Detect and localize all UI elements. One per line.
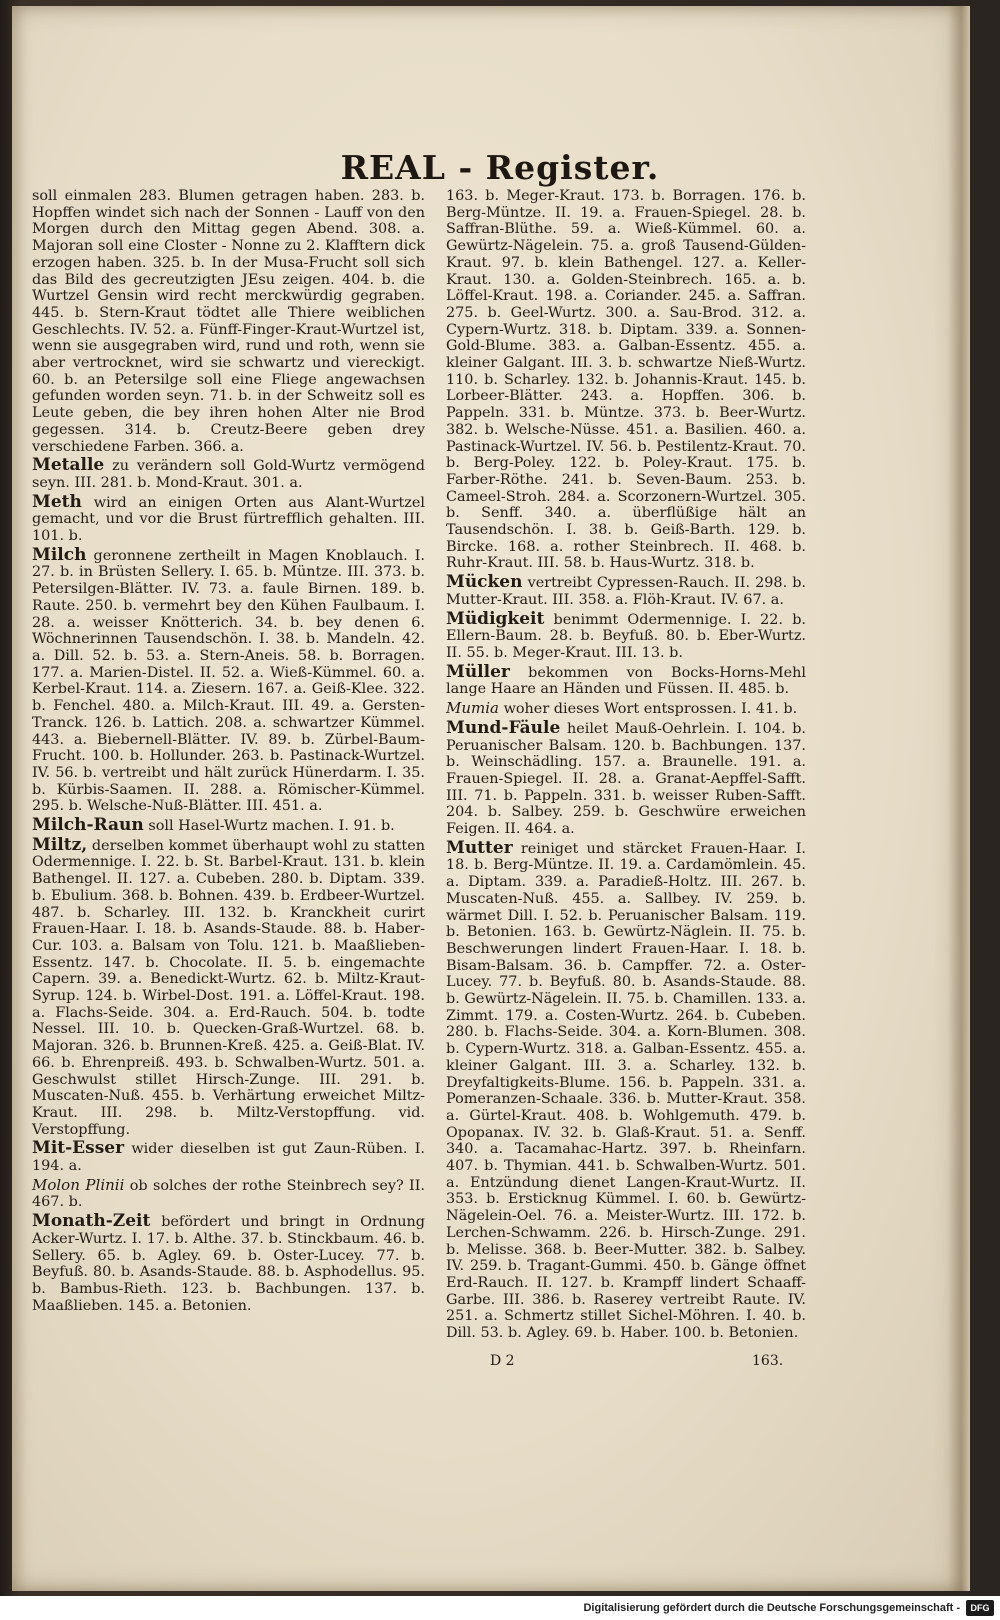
entry-keyword: Müller [446, 661, 510, 682]
index-entry [446, 837, 806, 1342]
index-entry [446, 188, 806, 572]
left-column [32, 188, 425, 1316]
entry-keyword: Monath-Zeit [32, 1211, 151, 1232]
entry-text: derselben kommet überhaupt wohl zu statten Odermennige. I. 22. b. St. Barbel-Kraut. 131. b. klein Bathengel. II. 127. a. Cubeben. 280. b. Diptam. 339. b. Ebulium. 368. b. Bohnen. 439. b. Erdbeer-Wurtzel. 487. b. Scharley. III. 132. b. Kranckheit curirt Frauen-Haar. I. 18. b. Asands-Staude. 88. b. Haber-Cur. 103. a. Balsam von Tolu. 121. b. Maaßlieben-Essentz. 147. b. Chocolate. II. 5. b. eingemachte Capern. 39. a. Benedickt-Wurtz. 62. b. Miltz-Kraut-Syrup. 124. b. Wirbel-Dost. 191. a. Löffel-Kraut. 198. a. Flachs-Seide. 304. a. Erd-Rauch. 504. b. todte Nessel. III. 10. b. Quecken-Graß-Wurtzel. 68. b. Majoran. 326. b. Brunnen-Kreß. 425. a. Geiß-Blat. IV. 66. b. Ehrenpreiß. 493. b. Schwalben-Wurtz. 501. a. Geschwulst stillet Hirsch-Zunge. III. 291. b. Muscaten-Nuß. 455. b. Verhärtung erweichet Miltz-Kraut. III. 298. b. Miltz-Verstopffung. vid. Verstopffung. [32, 837, 426, 1138]
page-number: 163. [752, 1353, 784, 1369]
dfg-logo: DFG [966, 1600, 994, 1616]
entry-keyword: Mit-Esser [32, 1138, 125, 1159]
entry-keyword: Mücken [446, 572, 523, 593]
index-entry [32, 834, 426, 1139]
entry-text: soll einmalen 283. Blumen getragen haben. 283. b. Hopffen windet sich nach der Sonnen - Lauff von den Morgen durch den Mittag gegen Abend. 308. a. Majoran soll eine Closter - Nonne zu 2. Klafftern dick erzogen haben. 325. b. In der Musa-Frucht soll sich das Bild des gecreutzigten JEsu zeigen. 404. b. die Wurtzel Gensin wird recht merckwürdig gegraben. 445. b. Stern-Kraut tödtet alle Thiere weiblichen Geschlechts. IV. 52. a. Fünff-Finger-Kraut-Wurtzel ist, wenn sie ausgegraben wird, rund und roth, wenn sie aber vertrocknet, wird sie schwartz und viereckigt. 60. b. an Petersilge soll eine Fliege angewachsen gefunden worden seyn. 71. b. in der Schweitz soll es Leute geben, die bey ihren hohen Alter nie Brod gegessen. 314. b. Creutz-Beere geben drey verschiedene Farben. 366. a. [32, 188, 425, 455]
entry-keyword: Mund-Fäule [446, 717, 561, 738]
index-entry [32, 817, 425, 835]
entry-keyword: Mumia [446, 699, 499, 718]
index-entry [446, 574, 806, 608]
entry-keyword: Molon Plinii [32, 1175, 125, 1194]
index-entry [446, 608, 806, 662]
entry-keyword: Milch [32, 544, 87, 565]
entry-keyword: Milch-Raun [32, 815, 144, 836]
entry-keyword: Müdigkeit [446, 608, 545, 629]
index-entry [32, 1140, 425, 1174]
entry-text: geronnene zertheilt in Magen Knoblauch. I. 27. b. in Brüsten Sellery. I. 65. b. Müntze. III. 373. b. Petersilgen-Blätter. IV. 73. a. faule Birnen. 189. b. Raute. 250. b. vermehrt bey den Kühen Faulbaum. I. 28. a. weisser Knötterich. 34. b. bey denen 6. Wöchnerinnen Tausendschön. I. 38. b. Mandeln. 42. a. Dill. 52. b. 53. a. Stern-Aneis. 58. b. Borragen. 177. a. Marien-Distel. II. 52. a. Wieß-Kümmel. 60. a. Kerbel-Kraut. 114. a. Ziesern. 167. a. Geiß-Klee. 322. b. Fenchel. 480. a. Milch-Kraut. III. 49. a. Gersten-Tranck. 126. b. Lattich. 208. a. schwartzer Kümmel. 443. a. Biebernell-Blätter. IV. 89. b. Zürbel-Baum-Frucht. 100. b. Hollunder. 263. b. Pastinack-Wurtzel. IV. 56. b. vertreibt und hält zurück Hünerdarm. I. 35. b. Kürbis-Saamen. II. 288. a. Römischer-Kümmel. 295. b. Welsche-Nuß-Blätter. III. 451. a. [32, 547, 426, 815]
entry-text: heilet Mauß-Oehrlein. I. 104. b. Peruanischer Balsam. 120. b. Bachbungen. 137. b. Weinschädling. 157. a. Braunelle. 191. a. Frauen-Spiegel. II. 28. a. Granat-Aepffel-Safft. III. 71. b. Pappeln. 331. b. weisser Ruben-Safft. 204. b. Salbey. 259. b. Geschwüre erweichen Feigen. II. 464. a. [446, 720, 806, 838]
entry-text: wider dieselben ist gut Zaun-Rüben. I. 194. a. [32, 1141, 425, 1175]
entry-keyword: Mutter [446, 837, 513, 858]
index-entry [32, 491, 426, 545]
index-entry [446, 717, 806, 838]
printer-signature: D 2 [490, 1353, 515, 1369]
right-column [446, 188, 806, 1344]
entry-text: reiniget und stärcket Frauen-Haar. I. 18. b. Berg-Müntze. II. 19. a. Cardamömlein. 45. a. Diptam. 339. a. Paradieß-Holtz. III. 267. b. Muscaten-Nuß. 455. a. Sallbey. IV. 259. b. wärmet Dill. I. 52. b. Peruanischer Balsam. 119. b. Betonien. 163. b. Gewürtz-Näglein. II. 75. b. Beschwerungen lindert Frauen-Haar. I. 18. b. Bisam-Balsam. 36. b. Campffer. 72. a. Oster-Lucey. 77. b. Beyfuß. 80. b. Asands-Staude. 88. b. Gewürtz-Nägelein. II. 75. b. Chamillen. 133. a. Zimmt. 179. a. Costen-Wurtz. 264. b. Cubeben. 280. b. Flachs-Seide. 304. a. Korn-Blumen. 308. b. Cypern-Wurtz. 318. a. Galban-Essentz. 455. a. kleiner Galgant. III. 3. a. Scharley. 132. b. Dreyfaltigkeits-Blume. 156. b. Pappeln. 331. a. Pomeranzen-Schaale. 336. b. Mutter-Kraut. 358. a. Gürtel-Kraut. 408. b. Wohlgemuth. 479. b. Opopanax. IV. 32. b. Glaß-Kraut. 51. a. Senff. 340. a. Tacamahac-Hartz. 397. b. Rheinfarn. 407. b. Thymian. 441. b. Schwalben-Wurtz. 501. a. Entzündung dienet Langen-Kraut-Wurtz. II. 353. b. Ersticknug Kümmel. I. 60. b. Gewürtz-Nägelein-Oel. 76. a. Meister-Wurtz. III. 172. b. Lerchen-Schwamm. 226. b. Hirsch-Zunge. 291. b. Melisse. 368. b. Beer-Mutter. 382. b. Salbey. IV. 259. b. Tragant-Gummi. 450. b. Gänge öffnet Erd-Rauch. II. 127. b. Krampff lindert Schaaff-Garbe. III. 386. b. Raserey vertreibt Raute. IV. 251. a. Schmertz stillet Sichel-Möhren. I. 40. b. Dill. 53. b. Agley. 69. b. Haber. 100. b. Betonien. [446, 840, 806, 1342]
index-entry [446, 700, 806, 718]
entry-keyword: Miltz, [32, 834, 88, 855]
entry-text: ob solches der rothe Steinbrech sey? II. 467. b. [32, 1177, 425, 1211]
entry-text: 163. b. Meger-Kraut. 173. b. Borragen. 176. b. Berg-Müntze. II. 19. a. Frauen-Spiegel. 28. b. Saffran-Blüthe. 59. a. Wieß-Kümmel. 60. a. Gewürtz-Nägelein. 75. a. groß Tausend-Gülden-Kraut. 97. b. klein Bathengel. 127. a. Keller-Kraut. 130. a. Golden-Steinbrech. 165. a. b. Löffel-Kraut. 198. a. Coriander. 245. a. Saffran. 275. b. Geel-Wurtz. 300. a. Sau-Brod. 312. a. Cypern-Wurtz. 318. b. Diptam. 339. a. Sonnen-Gold-Blume. 383. a. Galban-Essentz. 455. a. kleiner Galgant. III. 3. b. schwartze Nieß-Wurtz. 110. b. Scharley. 132. b. Johannis-Kraut. 145. b. Lorbeer-Blätter. 243. a. Hopffen. 306. b. Pappeln. 331. b. Müntze. 373. b. Beer-Wurtz. 382. b. Welsche-Nüsse. 451. a. Basilien. 460. a. Pastinack-Wurtzel. IV. 56. b. Pestilentz-Kraut. 70. b. Berg-Poley. 122. b. Poley-Kraut. 175. b. Farber-Röthe. 241. b. Seven-Baum. 253. b. Cameel-Stroh. 284. a. Scorzonern-Wurtzel. 305. b. Senff. 340. a. überflüßige hält an Tausendschön. I. 38. b. Geiß-Barth. 129. b. Bircke. 168. a. rother Steinbrech. II. 468. b. Ruhr-Kraut. III. 58. b. Haus-Wurtz. 318. b. [446, 188, 806, 572]
index-entry [32, 1177, 425, 1211]
entry-text: zu verändern soll Gold-Wurtz vermögend seyn. III. 281. b. Mond-Kraut. 301. a. [32, 458, 425, 491]
digitization-footer [0, 1596, 1000, 1620]
entry-text: befördert und bringt in Ordnung Acker-Wurtz. I. 17. b. Althe. 37. b. Stinckbaum. 46. b. Sellery. 65. b. Agley. 69. b. Oster-Lucey. 77. b. Beyfuß. 80. b. Asands-Staude. 88. b. Asphodellus. 95. b. Bambus-Rieth. 123. b. Bachbungen. 137. b. Maaßlieben. 145. a. Betonien. [32, 1214, 425, 1314]
page-header: REAL - Register. [340, 148, 660, 187]
entry-text: benimmt Odermennige. I. 22. b. Ellern-Baum. 28. b. Beyfuß. 80. b. Eber-Wurtz. II. 55. b. Meger-Kraut. III. 13. b. [446, 611, 806, 661]
entry-text: wird an einigen Orten aus Alant-Wurtzel gemacht, und vor die Brust fürtrefflich gehalten. III. 101. b. [32, 494, 426, 545]
entry-keyword: Meth [32, 491, 82, 512]
entry-text: vertreibt Cypressen-Rauch. II. 298. b. Mutter-Kraut. III. 358. a. Flöh-Kraut. IV. 67. a. [446, 575, 807, 608]
footer-credit: Digitalisierung gefördert durch die Deutsche Forschungsgemeinschaft - [583, 1602, 960, 1614]
index-entry [32, 544, 426, 815]
entry-text: soll Hasel-Wurtz machen. I. 91. b. [148, 818, 395, 835]
entry-text: woher dieses Wort entsprossen. I. 41. b. [503, 701, 798, 718]
index-entry [32, 457, 425, 491]
index-entry [32, 188, 425, 455]
index-entry [446, 661, 806, 698]
entry-text: bekommen von Bocks-Horns-Mehl lange Haare an Händen und Füssen. II. 485. b. [446, 664, 806, 698]
index-entry [32, 1213, 425, 1314]
page-edge-shadow [948, 6, 970, 1591]
entry-keyword: Metalle [32, 455, 105, 476]
